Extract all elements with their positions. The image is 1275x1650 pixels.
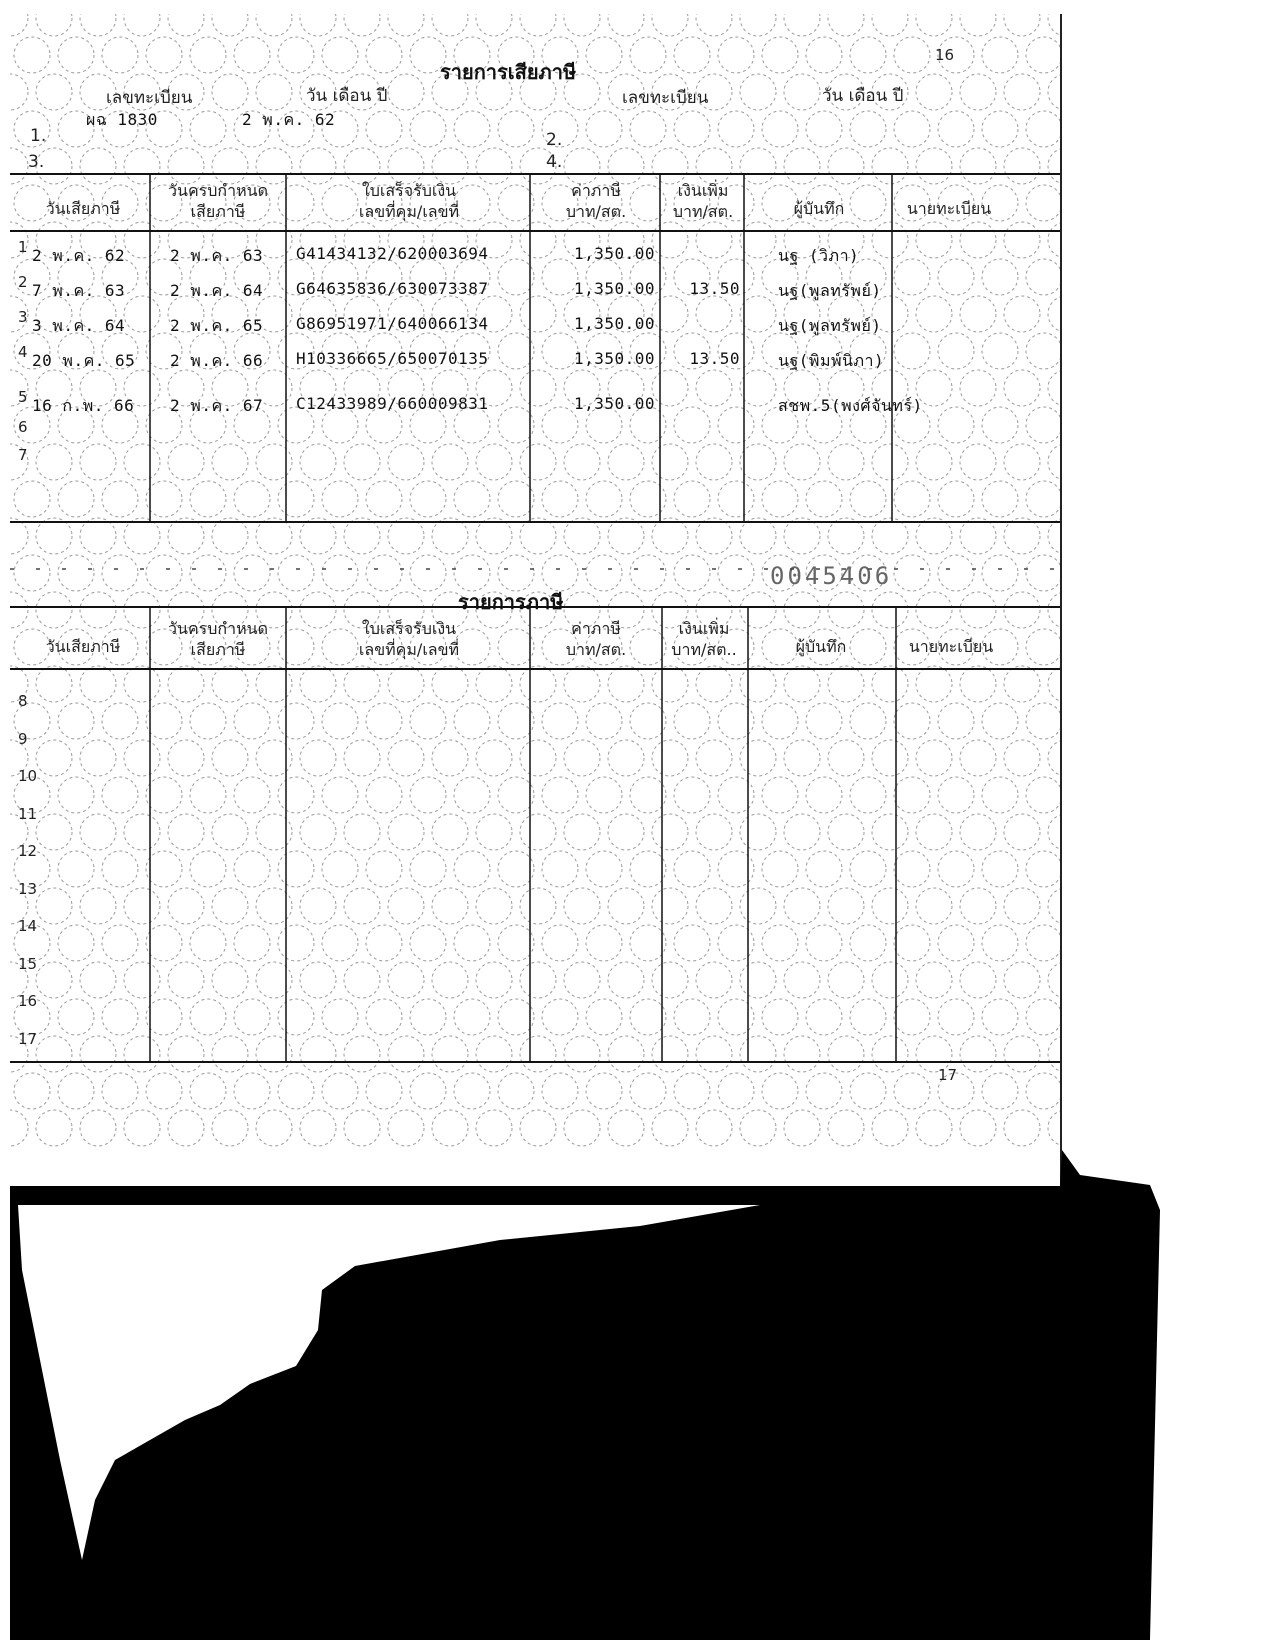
- row-number: 14: [18, 917, 38, 935]
- page-title-tax-payment: รายการเสียภาษี: [440, 60, 577, 84]
- row-number: 12: [18, 842, 38, 860]
- slot-2: 2.: [546, 130, 563, 150]
- cell-recorder: นฐ(พูลทรัพย์): [778, 316, 882, 335]
- col-header-receipt: ใบเสร็จรับเงิน เลขที่คุม/เลขที่: [358, 181, 460, 221]
- cell-tax: 1,350.00: [573, 314, 655, 333]
- date-value-1: 2 พ.ค. 62: [242, 110, 336, 129]
- col-header-recorder: ผู้บันทึก: [793, 199, 845, 218]
- cell-receipt: H10336665/650070135: [296, 349, 489, 368]
- cell-recorder: นฐ(พูลทรัพย์): [778, 281, 882, 300]
- col-header-tax-bottom: ค่าภาษี บาท/สต.: [565, 619, 627, 659]
- cell-receipt: G86951971/640066134: [296, 314, 489, 333]
- reg-value-1: ผฉ 1830: [86, 110, 158, 129]
- col-header-registrar-bottom: นายทะเบียน: [908, 637, 994, 656]
- date-label-left: วัน เดือน ปี: [306, 86, 388, 106]
- cell-tax: 1,350.00: [573, 244, 655, 263]
- row-number: 15: [18, 954, 38, 973]
- cell-recorder: สชพ.5(พงศ์จันทร์): [778, 396, 923, 415]
- cell-receipt: G41434132/620003694: [296, 244, 489, 263]
- row-number: 2: [18, 273, 28, 291]
- col-header-tax: ค่าภาษี บาท/สต.: [565, 181, 627, 221]
- page-number-bottom: 17: [938, 1066, 958, 1084]
- cell-tax: 1,350.00: [573, 394, 655, 413]
- row-number: 16: [18, 992, 38, 1010]
- row-number: 6: [18, 418, 28, 436]
- cell-tax: 1,350.00: [573, 349, 655, 368]
- serial-number: 0045406: [770, 562, 893, 590]
- col-header-due-date-bottom: วันครบกำหนด เสียภาษี: [168, 619, 268, 659]
- col-header-receipt-bottom: ใบเสร็จรับเงิน เลขที่คุม/เลขที่: [358, 619, 460, 659]
- date-label-right: วัน เดือน ปี: [822, 86, 904, 106]
- slot-1: 1.: [30, 126, 47, 146]
- row-number: 3: [18, 308, 28, 326]
- cell-due-date: 2 พ.ค. 65: [170, 316, 264, 335]
- cell-receipt: G64635836/630073387: [296, 279, 489, 298]
- row-number: 8: [18, 692, 28, 710]
- cell-pay-date: 16 ก.พ. 66: [32, 396, 135, 415]
- row-number: 13: [18, 879, 38, 898]
- reg-label-right: เลขทะเบียน: [622, 88, 709, 108]
- reg-label-left: เลขทะเบียน: [106, 88, 193, 108]
- cell-extra: 13.50: [689, 279, 740, 298]
- slot-4: 4.: [546, 152, 563, 172]
- slot-3: 3.: [28, 152, 45, 172]
- col-header-extra: เงินเพิ่ม บาท/สต.: [672, 181, 734, 221]
- row-number: 4: [18, 343, 28, 361]
- page-number-top: 16: [935, 46, 955, 64]
- page-title-tax-list: รายการภาษี: [458, 590, 564, 614]
- cell-pay-date: 7 พ.ค. 63: [32, 281, 126, 300]
- cell-due-date: 2 พ.ค. 66: [170, 351, 264, 370]
- cell-pay-date: 3 พ.ค. 64: [32, 316, 126, 335]
- row-number: 9: [18, 729, 28, 748]
- row-number: 11: [18, 804, 38, 823]
- col-header-due-date: วันครบกำหนด เสียภาษี: [168, 181, 268, 221]
- cell-due-date: 2 พ.ค. 64: [170, 281, 264, 300]
- cell-due-date: 2 พ.ค. 63: [170, 246, 264, 265]
- row-number: 7: [18, 446, 28, 464]
- cell-due-date: 2 พ.ค. 67: [170, 396, 264, 415]
- col-header-pay-date-bottom: วันเสียภาษี: [45, 637, 121, 656]
- col-header-recorder-bottom: ผู้บันทึก: [795, 637, 847, 656]
- cell-pay-date: 2 พ.ค. 62: [32, 246, 126, 265]
- col-header-extra-bottom: เงินเพิ่ม บาท/สต..: [671, 619, 737, 659]
- cell-receipt: C12433989/660009831: [296, 394, 489, 413]
- row-number: 5: [18, 388, 28, 406]
- col-header-pay-date: วันเสียภาษี: [45, 199, 121, 218]
- row-number: 10: [18, 767, 38, 785]
- cell-tax: 1,350.00: [573, 279, 655, 298]
- cell-recorder: นฐ (วิภา): [778, 246, 860, 265]
- row-number: 1: [18, 238, 28, 256]
- cell-extra: 13.50: [689, 349, 740, 368]
- col-header-registrar: นายทะเบียน: [906, 199, 992, 218]
- cell-recorder: นฐ(พิมพ์นิภา): [778, 351, 885, 370]
- cell-pay-date: 20 พ.ค. 65: [32, 351, 136, 370]
- row-number: 17: [18, 1029, 38, 1048]
